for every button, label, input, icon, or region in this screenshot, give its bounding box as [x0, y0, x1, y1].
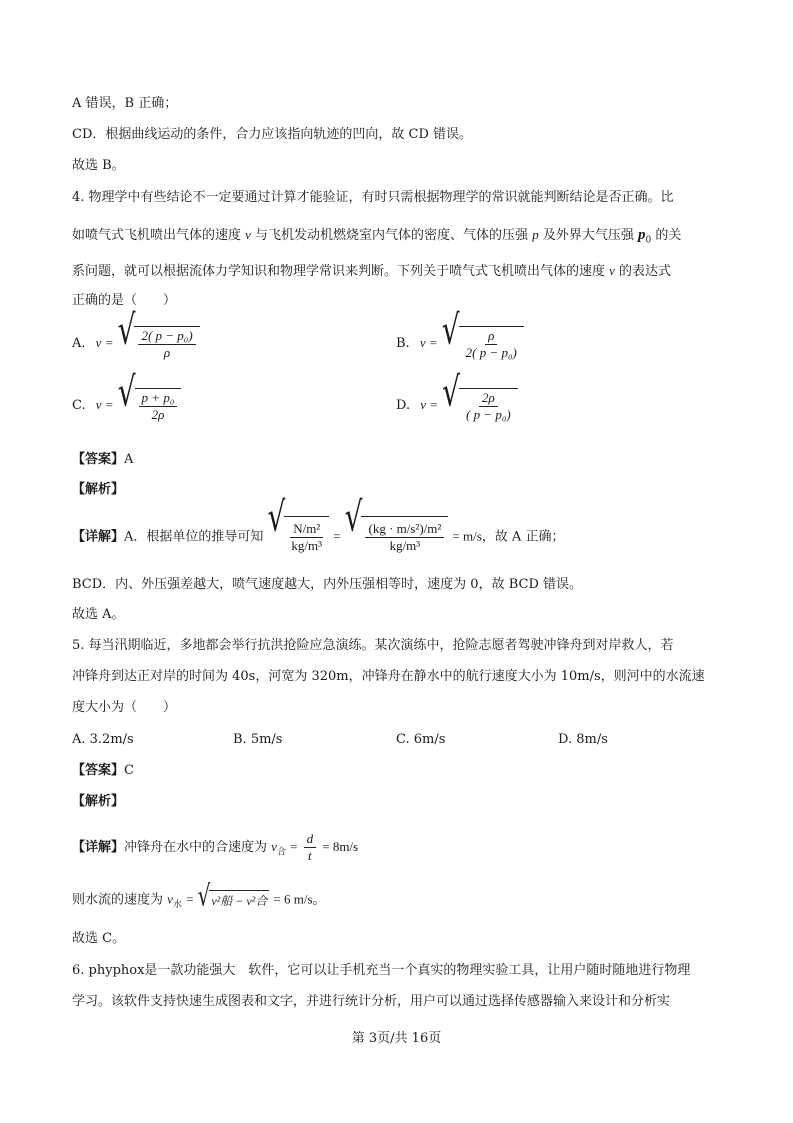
q5-option-a: A. 3.2m/s [72, 732, 134, 747]
q4-option-d: D. v = √ $\frac{2\rho}{\text{( p − p₀)}}$ [396, 388, 518, 423]
q6-stem-line1: 6. phyphox是一款功能强大 软件，它可以让手机充当一个真实的物理实验工具，让用户随时随地进行物理 [72, 963, 691, 978]
q4-stem-line3: 系问题，就可以根据流体力学知识和物理学常识来判断。下列关于喷气式飞机喷出气体的速度 v 的表达式 [72, 263, 672, 279]
q5-stem-line1: 5. 每当汛期临近，多地都会举行抗洪抢险应急演练。某次演练中，抢险志愿者驾驶冲锋舟到对岸救人，若 [72, 638, 674, 653]
q4-detail: 【详解】A．根据单位的推导可知 √ $\frac{\text{N/m²}}{\text{kg/m³}}$ = √ $\frac{\text{(kg · m/s²)/m²}}{\text{kg/m³}}$ = m/s，故 A 正确； [72, 516, 564, 558]
q5-option-b: B. 5m/s [233, 732, 283, 747]
q5-answer: 【答案】C [72, 763, 134, 778]
q3-line3: 故选 B。 [72, 158, 125, 173]
q5-choose: 故选 C。 [72, 931, 126, 946]
q4-stem-line1: 4. 物理学中有些结论不一定要通过计算才能验证，有时只需根据物理学的常识就能判断结论是否正确。比 [72, 190, 674, 205]
q3-line2: CD．根据曲线运动的条件，合力应该指向轨迹的凹向，故 CD 错误。 [72, 127, 473, 142]
q5-option-c: C. 6m/s [396, 732, 446, 747]
q5-analysis: 【解析】 [72, 794, 125, 809]
q4-bcd: BCD．内、外压强差越大，喷气速度越大，内外压强相等时，速度为 0，故 BCD 错误。 [72, 577, 582, 592]
q5-stem-line3: 度大小为（ ） [72, 700, 177, 715]
q5-detail2: 则水流的速度为 $v_水$ = √ v²船 − v²合 = 6 m/s。 [72, 878, 326, 913]
q5-option-d: D. 8m/s [558, 732, 608, 747]
q5-detail1: 【详解】冲锋舟在水中的合速度为 $v_合$ = $\frac{d}{t}$ = 8m/s [72, 831, 359, 863]
q5-stem-line2: 冲锋舟到达正对岸的时间为 40s，河宽为 320m，冲锋舟在静水中的航行速度大小为 10m/s，则河中的水流速 [72, 669, 705, 684]
q4-option-c: C. v = √ $\frac{\text{p + p₀}}{2\rho}$ [72, 388, 181, 423]
q4-stem-line4: 正确的是（ ） [72, 293, 177, 308]
q4-choose: 故选 A。 [72, 607, 125, 622]
page-footer: 第 3页/共 16页 [351, 1031, 442, 1046]
q3-line1: A 错误，B 正确； [72, 96, 178, 111]
q4-option-a: A. v = √ $\frac{\text{2( p − p₀)}}{\rho}$ [72, 326, 200, 361]
q4-stem-line2: 如喷气式飞机喷出气体的速度 v 与飞机发动机燃烧室内气体的密度、气体的压强 p 及外界大气压强 $p_0$ 的关 [72, 227, 682, 246]
q6-stem-line2: 学习。该软件支持快速生成图表和文字，并进行统计分析，用户可以通过选择传感器输入来设计和分析实 [72, 994, 671, 1009]
q4-analysis: 【解析】 [72, 482, 125, 497]
q4-option-b: B. v = √ $\frac{\rho}{\text{2( p − p₀)}}$ [396, 326, 524, 361]
q4-answer: 【答案】A [72, 452, 134, 467]
